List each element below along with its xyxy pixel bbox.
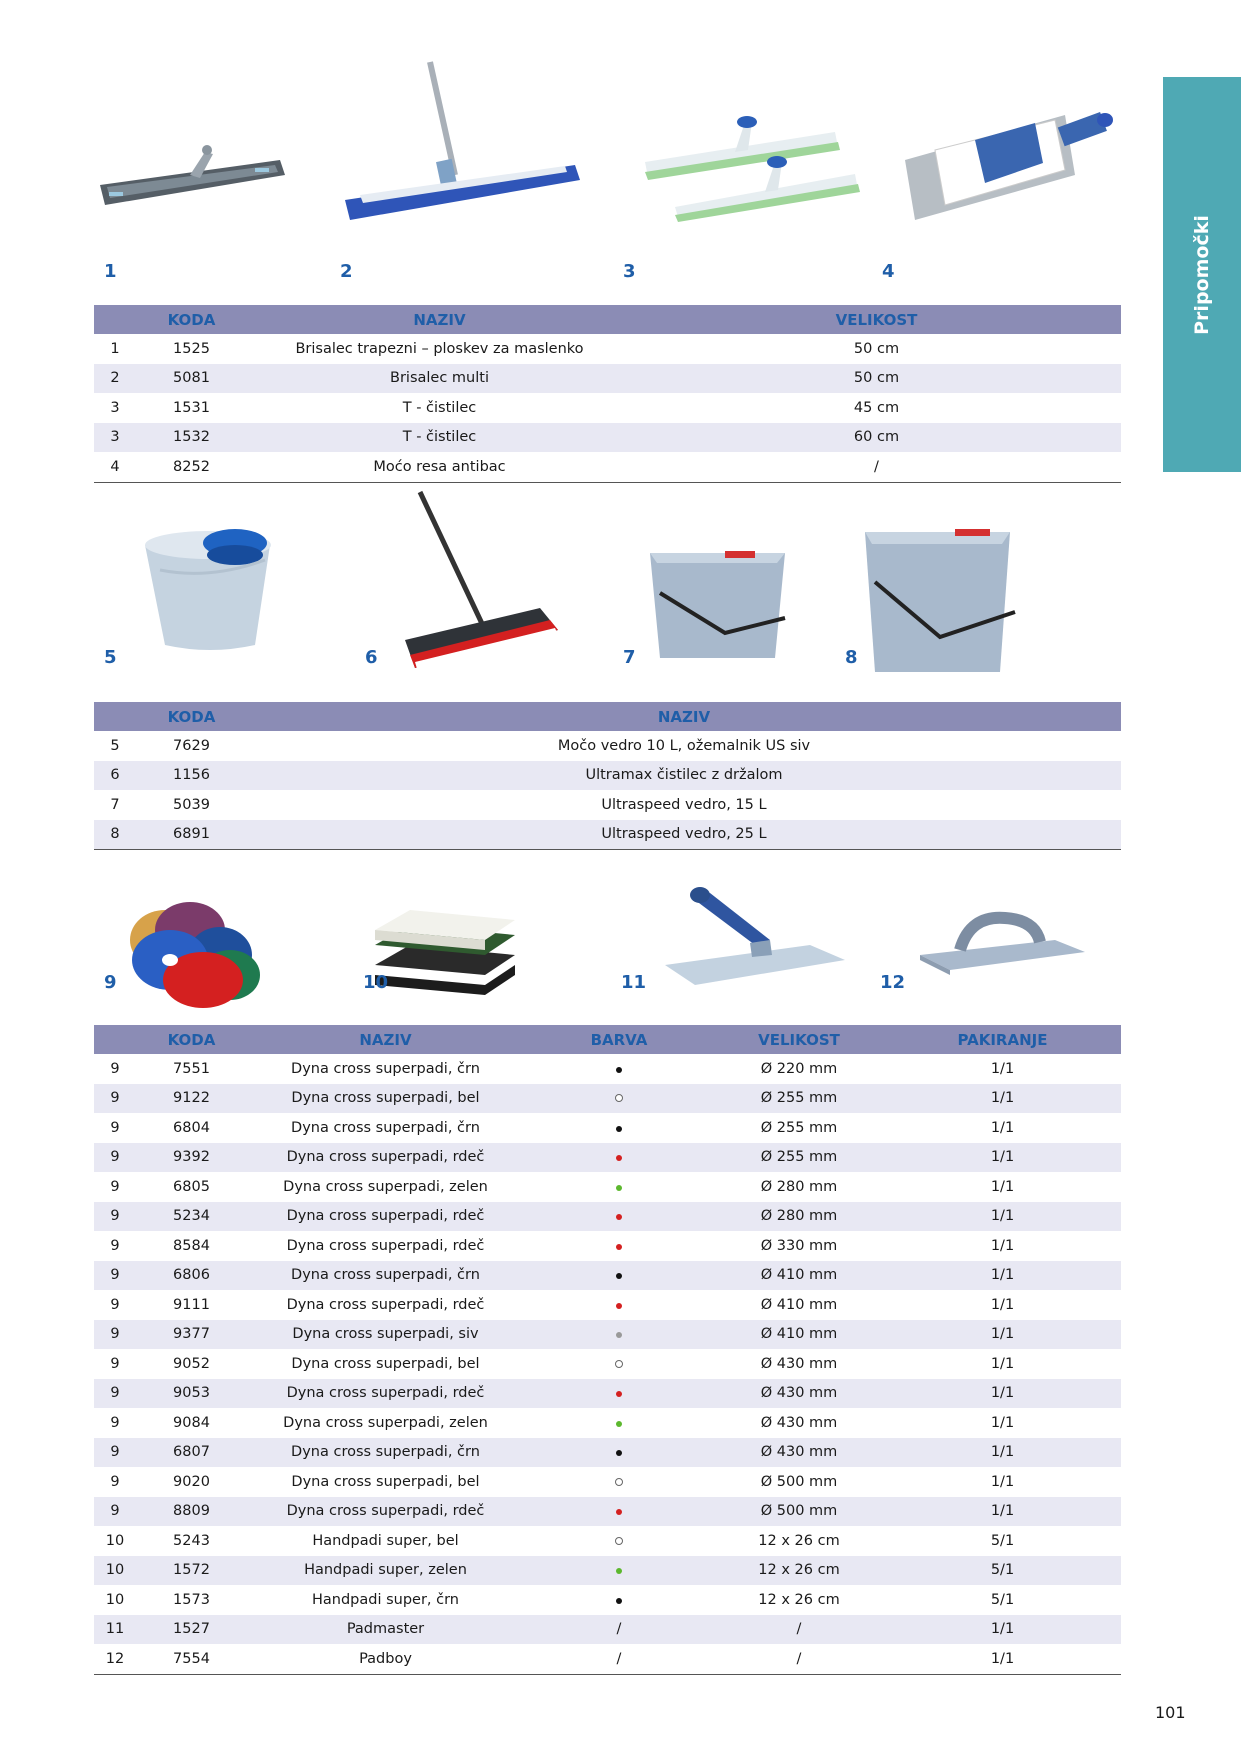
cell-code: 9053 [136, 1379, 247, 1409]
color-dot-icon [616, 1391, 622, 1397]
cell-name: Dyna cross superpadi, siv [247, 1320, 524, 1350]
cell-name: Dyna cross superpadi, rdeč [247, 1379, 524, 1409]
product-table-2 [94, 702, 1121, 850]
cell-size: / [632, 452, 1121, 482]
cell-code: 9111 [173, 1296, 210, 1313]
cell-name: Ultraspeed vedro, 15 L [601, 796, 767, 813]
cell-no: 9 [110, 1473, 120, 1490]
cell-size: Ø 410 mm [760, 1296, 838, 1313]
cell-no: 1 [110, 340, 120, 357]
cell-pack: 5/1 [884, 1556, 1121, 1586]
table-row [94, 1084, 1121, 1114]
table-row [94, 1202, 1121, 1232]
cell-no: 9 [110, 1178, 120, 1195]
cell-pack: 1/1 [884, 1320, 1121, 1350]
cell-name: Dyna cross superpadi, zelen [283, 1414, 488, 1431]
table-row [94, 1438, 1121, 1468]
cell-code: 9052 [173, 1355, 210, 1372]
table-row [94, 1143, 1121, 1173]
table-row [94, 1526, 1121, 1556]
color-dot-icon [616, 1450, 622, 1456]
cell-pack: 1/1 [884, 1084, 1121, 1114]
cell-pack: 1/1 [990, 1178, 1015, 1195]
cell-no: 10 [105, 1532, 125, 1549]
item-number-12: 12 [880, 972, 906, 993]
cell-color [524, 1408, 714, 1438]
cell-no: 9 [110, 1296, 120, 1313]
cell-pack: 1/1 [884, 1261, 1121, 1291]
cell-color [524, 1320, 714, 1350]
table-row [94, 1320, 1121, 1350]
cell-size: 60 cm [632, 423, 1121, 453]
cell-size: / [714, 1644, 884, 1674]
cell-size: Ø 410 mm [714, 1261, 884, 1291]
cell-no: 12 [94, 1644, 136, 1674]
cell-color [524, 1526, 714, 1556]
cell-pack: 1/1 [884, 1438, 1121, 1468]
cell-no: 9 [94, 1497, 136, 1527]
cell-code: 8584 [173, 1237, 210, 1254]
header-code: KODA [136, 702, 247, 731]
item-number-2: 2 [340, 261, 353, 282]
cell-name: Dyna cross superpadi, rdeč [286, 1237, 485, 1254]
cell-name: Padmaster [247, 1615, 524, 1645]
cell-pack: 1/1 [884, 1644, 1121, 1674]
cell-code: 1527 [136, 1615, 247, 1645]
color-dot-icon [616, 1185, 622, 1191]
table-row [94, 1379, 1121, 1409]
color-dot-icon [616, 1568, 622, 1574]
cell-name: Ultramax čistilec z držalom [247, 761, 1121, 791]
item-number-7: 7 [623, 647, 636, 668]
cell-size: Ø 500 mm [714, 1497, 884, 1527]
item-number-8: 8 [845, 647, 858, 668]
cell-pack: 1/1 [990, 1414, 1015, 1431]
item-number-1: 1 [104, 261, 117, 282]
table-row [94, 1172, 1121, 1202]
color-dot-icon [616, 1214, 622, 1220]
cell-no: 7 [110, 796, 120, 813]
cell-no: 9 [94, 1202, 136, 1232]
product-image-8 [860, 512, 1025, 682]
item-number-10: 10 [363, 972, 389, 993]
table-header-row [94, 702, 1121, 731]
color-dot-icon [615, 1360, 623, 1368]
table-row [94, 790, 1121, 820]
cell-color [524, 1585, 714, 1615]
cell-name: Močo vedro 10 L, ožemalnik US siv [557, 737, 811, 754]
cell-color [524, 1113, 714, 1143]
cell-code: 1572 [136, 1556, 247, 1586]
cell-pack: 1/1 [884, 1615, 1121, 1645]
cell-name: Dyna cross superpadi, črn [291, 1119, 480, 1136]
cell-pack: 1/1 [884, 1202, 1121, 1232]
cell-color [524, 1202, 714, 1232]
table-row [94, 1497, 1121, 1527]
cell-no: 9 [94, 1320, 136, 1350]
section-tab-label: Pripomočki [1191, 214, 1213, 335]
cell-name: Padboy [247, 1644, 524, 1674]
cell-code: 1531 [173, 399, 210, 416]
color-dot-icon [616, 1244, 622, 1250]
section-tab [1163, 77, 1241, 472]
table-row [94, 1290, 1121, 1320]
cell-no: 9 [110, 1414, 120, 1431]
table-row [94, 393, 1121, 423]
cell-pack: 5/1 [990, 1591, 1015, 1608]
cell-size: 50 cm [853, 340, 900, 357]
cell-color [524, 1261, 714, 1291]
cell-code: 6804 [173, 1119, 210, 1136]
page-number: 101 [1155, 1703, 1186, 1722]
product-image-1 [95, 140, 290, 220]
cell-name: Dyna cross superpadi, črn [291, 1060, 480, 1077]
cell-size: 12 x 26 cm [714, 1556, 884, 1586]
header-code: KODA [136, 305, 247, 334]
cell-no: 9 [110, 1060, 120, 1077]
cell-name: Dyna cross superpadi, črn [247, 1438, 524, 1468]
header-pack: PAKIRANJE [884, 1025, 1121, 1054]
table-row [94, 1113, 1121, 1143]
cell-color [524, 1467, 714, 1497]
cell-size: 12 x 26 cm [758, 1591, 840, 1608]
table-row [94, 1615, 1121, 1645]
cell-code: 5039 [173, 796, 210, 813]
cell-pack: 1/1 [990, 1473, 1015, 1490]
cell-no: 9 [94, 1261, 136, 1291]
product-image-12 [915, 910, 1090, 990]
cell-code: 5243 [173, 1532, 210, 1549]
color-dot-icon [616, 1067, 622, 1073]
color-dot-icon [615, 1478, 623, 1486]
table-row [94, 1467, 1121, 1497]
cell-code: 1532 [136, 423, 247, 453]
cell-code: 5234 [136, 1202, 247, 1232]
table-row [94, 334, 1121, 364]
cell-size: Ø 255 mm [760, 1119, 838, 1136]
header-size: VELIKOST [632, 305, 1121, 334]
color-dot-icon [616, 1598, 622, 1604]
table-row [94, 731, 1121, 761]
cell-code: 1525 [173, 340, 210, 357]
table-row [94, 1644, 1121, 1674]
cell-size: Ø 430 mm [760, 1414, 838, 1431]
cell-code: 7551 [173, 1060, 210, 1077]
cell-color [524, 1143, 714, 1173]
cell-color: / [524, 1644, 714, 1674]
cell-size: Ø 430 mm [760, 1355, 838, 1372]
item-number-9: 9 [104, 972, 117, 993]
cell-color [524, 1172, 714, 1202]
cell-size: Ø 220 mm [760, 1060, 838, 1077]
table-row [94, 1261, 1121, 1291]
cell-name: Handpadi super, črn [311, 1591, 460, 1608]
header-no [94, 305, 136, 334]
cell-code: 1156 [136, 761, 247, 791]
cell-name: Dyna cross superpadi, bel [247, 1084, 524, 1114]
cell-no: 9 [110, 1355, 120, 1372]
cell-code: 1573 [173, 1591, 210, 1608]
cell-code: 6805 [173, 1178, 210, 1195]
cell-name: Handpadi super, zelen [247, 1556, 524, 1586]
header-no [94, 702, 136, 731]
cell-pack: 5/1 [990, 1532, 1015, 1549]
product-image-10 [370, 890, 520, 1005]
product-image-11 [660, 885, 850, 995]
cell-size: Ø 430 mm [714, 1379, 884, 1409]
cell-code: 6891 [136, 820, 247, 850]
table-row [94, 1556, 1121, 1586]
color-dot-icon [616, 1273, 622, 1279]
color-dot-icon [616, 1303, 622, 1309]
cell-pack: 1/1 [990, 1296, 1015, 1313]
cell-code: 8252 [136, 452, 247, 482]
cell-code: 9020 [173, 1473, 210, 1490]
cell-size: Ø 280 mm [760, 1178, 838, 1195]
cell-no: 9 [94, 1084, 136, 1114]
cell-code: 7629 [173, 737, 210, 754]
cell-code: 9122 [136, 1084, 247, 1114]
cell-pack: 1/1 [990, 1060, 1015, 1077]
cell-size: 50 cm [632, 364, 1121, 394]
item-number-6: 6 [365, 647, 378, 668]
cell-pack: 1/1 [990, 1237, 1015, 1254]
cell-name: Moćo resa antibac [247, 452, 632, 482]
cell-no: 9 [94, 1379, 136, 1409]
cell-name: T - čistilec [247, 423, 632, 453]
cell-color [524, 1231, 714, 1261]
cell-name: Dyna cross superpadi, zelen [283, 1178, 488, 1195]
cell-name: Dyna cross superpadi, bel [291, 1355, 480, 1372]
product-image-5 [140, 515, 280, 655]
cell-name: Dyna cross superpadi, črn [247, 1261, 524, 1291]
header-size: VELIKOST [714, 1025, 884, 1054]
cell-color [524, 1379, 714, 1409]
cell-no: 5 [110, 737, 120, 754]
cell-name: Brisalec trapezni – ploskev za maslenko [295, 340, 584, 357]
cell-color [524, 1497, 714, 1527]
cell-no: 2 [94, 364, 136, 394]
cell-code: 7554 [136, 1644, 247, 1674]
cell-color [524, 1349, 714, 1379]
cell-color [524, 1084, 714, 1114]
cell-code: 9392 [136, 1143, 247, 1173]
cell-size: Ø 255 mm [714, 1143, 884, 1173]
product-table-1 [94, 305, 1121, 483]
table-header-row [94, 1025, 1121, 1054]
cell-no: 9 [94, 1438, 136, 1468]
cell-no: 6 [94, 761, 136, 791]
cell-code: 6807 [136, 1438, 247, 1468]
color-dot-icon [616, 1421, 622, 1427]
cell-code: 5081 [136, 364, 247, 394]
product-image-6 [390, 490, 570, 675]
cell-name: Dyna cross superpadi, rdeč [286, 1296, 485, 1313]
cell-name: Dyna cross superpadi, rdeč [247, 1202, 524, 1232]
cell-name: T - čistilec [402, 399, 477, 416]
cell-pack: 1/1 [990, 1355, 1015, 1372]
color-dot-icon [615, 1094, 623, 1102]
cell-no: 10 [105, 1591, 125, 1608]
product-image-7 [645, 538, 795, 668]
cell-name: Handpadi super, bel [312, 1532, 459, 1549]
cell-size: 45 cm [853, 399, 900, 416]
cell-name: Brisalec multi [247, 364, 632, 394]
table-row [94, 1585, 1121, 1615]
cell-size: Ø 280 mm [714, 1202, 884, 1232]
cell-name: Dyna cross superpadi, bel [291, 1473, 480, 1490]
cell-code: 9084 [173, 1414, 210, 1431]
cell-no: 3 [94, 423, 136, 453]
cell-no: 3 [110, 399, 120, 416]
cell-size: Ø 430 mm [714, 1438, 884, 1468]
product-image-9 [125, 900, 265, 1010]
cell-size: Ø 330 mm [760, 1237, 838, 1254]
cell-color: / [524, 1615, 714, 1645]
header-name: NAZIV [247, 702, 1121, 731]
cell-no: 11 [94, 1615, 136, 1645]
cell-size: Ø 410 mm [714, 1320, 884, 1350]
cell-size: 12 x 26 cm [758, 1532, 840, 1549]
cell-pack: 1/1 [884, 1379, 1121, 1409]
color-dot-icon [616, 1126, 622, 1132]
cell-pack: 1/1 [884, 1143, 1121, 1173]
cell-pack: 1/1 [884, 1497, 1121, 1527]
cell-size: Ø 255 mm [714, 1084, 884, 1114]
color-dot-icon [616, 1509, 622, 1515]
cell-pack: 1/1 [990, 1119, 1015, 1136]
cell-code: 6806 [136, 1261, 247, 1291]
header-no [94, 1025, 136, 1054]
cell-size: Ø 500 mm [760, 1473, 838, 1490]
product-image-4 [895, 105, 1115, 230]
color-dot-icon [616, 1332, 622, 1338]
product-table-3 [94, 1025, 1121, 1675]
cell-no: 9 [110, 1237, 120, 1254]
cell-no: 4 [94, 452, 136, 482]
table-row [94, 1408, 1121, 1438]
header-color: BARVA [524, 1025, 714, 1054]
cell-color [524, 1290, 714, 1320]
table-row [94, 761, 1121, 791]
item-number-4: 4 [882, 261, 895, 282]
table-row [94, 452, 1121, 482]
cell-color [524, 1054, 714, 1084]
product-image-3 [640, 112, 860, 222]
item-number-11: 11 [621, 972, 647, 993]
table-row [94, 820, 1121, 850]
cell-no: 9 [110, 1119, 120, 1136]
product-image-2 [335, 60, 585, 230]
header-name: NAZIV [247, 1025, 524, 1054]
cell-color [524, 1556, 714, 1586]
cell-no: 8 [94, 820, 136, 850]
color-dot-icon [615, 1537, 623, 1545]
cell-no: 10 [94, 1556, 136, 1586]
table-row [94, 423, 1121, 453]
header-code: KODA [136, 1025, 247, 1054]
table-header-row [94, 305, 1121, 334]
cell-name: Dyna cross superpadi, rdeč [247, 1497, 524, 1527]
cell-name: Dyna cross superpadi, rdeč [247, 1143, 524, 1173]
item-number-3: 3 [623, 261, 636, 282]
cell-code: 9377 [136, 1320, 247, 1350]
cell-code: 8809 [136, 1497, 247, 1527]
cell-color [524, 1438, 714, 1468]
cell-size: / [714, 1615, 884, 1645]
cell-name: Ultraspeed vedro, 25 L [247, 820, 1121, 850]
header-name: NAZIV [247, 305, 632, 334]
table-row [94, 364, 1121, 394]
color-dot-icon [616, 1155, 622, 1161]
cell-no: 9 [94, 1143, 136, 1173]
table-row [94, 1349, 1121, 1379]
item-number-5: 5 [104, 647, 117, 668]
table-row [94, 1231, 1121, 1261]
table-row [94, 1054, 1121, 1084]
